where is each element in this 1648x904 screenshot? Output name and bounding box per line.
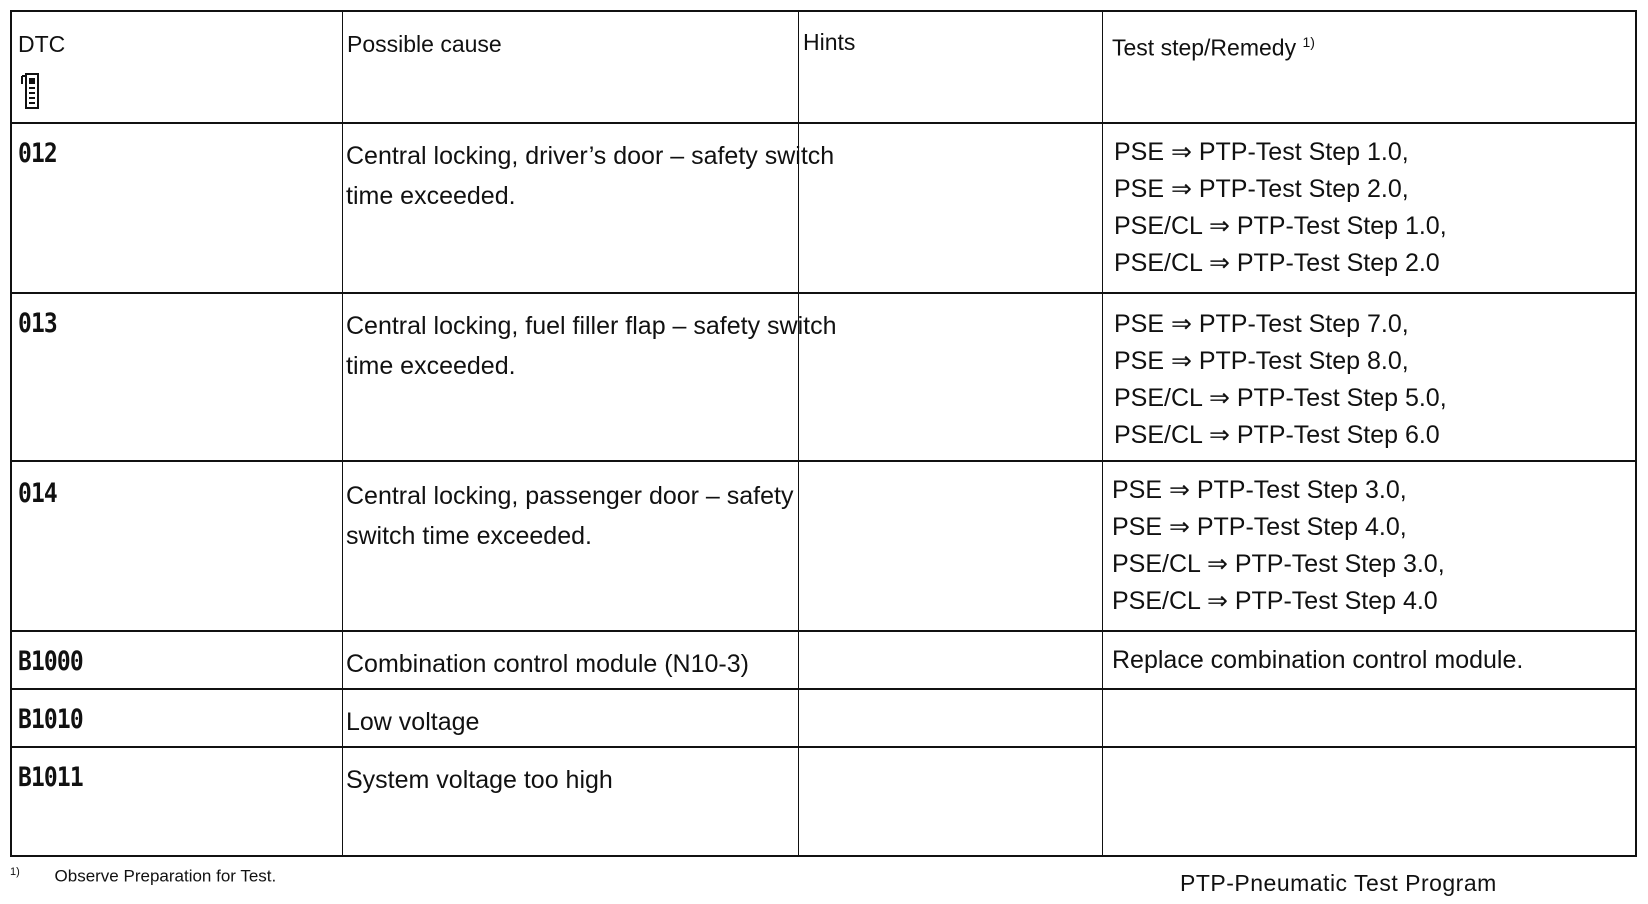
cause-text: Central locking, driver’s door – safety switch time exceeded. xyxy=(346,142,835,210)
cause-text: Low voltage xyxy=(346,708,480,736)
dtc-code: 013 xyxy=(18,308,57,339)
cause-text: Central locking, passenger door – safety switch time exceeded. xyxy=(346,482,794,550)
cause-text: System voltage too high xyxy=(346,766,613,794)
remedy-text: PSE ⇒ PTP-Test Step 7.0, PSE ⇒ PTP-Test Step 8.0, PSE/CL ⇒ PTP-Test Step 5.0, PSE/CL ⇒ PTP-Test Step 6.0 xyxy=(1114,310,1447,449)
column-divider xyxy=(342,12,343,855)
header-remedy-footnote-marker: 1) xyxy=(1302,34,1315,50)
footer-program-label: PTP-Pneumatic Test Program xyxy=(1180,870,1497,896)
header-remedy xyxy=(1112,22,1315,68)
cause-text: Central locking, fuel filler flap – safety switch time exceeded. xyxy=(346,312,837,380)
dtc-code: B1000 xyxy=(18,646,83,677)
row-divider xyxy=(12,292,1635,294)
remedy-text: PSE ⇒ PTP-Test Step 3.0, PSE ⇒ PTP-Test Step 4.0, PSE/CL ⇒ PTP-Test Step 3.0, PSE/CL ⇒ PTP-Test Step 4.0 xyxy=(1112,476,1445,615)
dtc-code: B1010 xyxy=(18,704,83,735)
header-cause: Possible cause xyxy=(347,31,502,57)
header-hints: Hints xyxy=(803,29,856,55)
dtc-table xyxy=(10,10,1637,857)
footnote-text: Observe Preparation for Test. xyxy=(54,866,277,886)
row-divider xyxy=(12,122,1635,124)
row-divider xyxy=(12,688,1635,690)
remedy-text: PSE ⇒ PTP-Test Step 1.0, PSE ⇒ PTP-Test Step 2.0, PSE/CL ⇒ PTP-Test Step 1.0, PSE/CL ⇒ PTP-Test Step 2.0 xyxy=(1114,138,1447,277)
remedy-text: Replace combination control module. xyxy=(1112,646,1524,674)
row-divider xyxy=(12,460,1635,462)
header-remedy-text: Test step/Remedy xyxy=(1112,34,1297,61)
column-divider xyxy=(1102,12,1103,855)
row-divider xyxy=(12,746,1635,748)
row-divider xyxy=(12,630,1635,632)
dtc-code: 014 xyxy=(18,478,57,509)
dtc-code: 012 xyxy=(18,138,57,169)
cause-text: Combination control module (N10-3) xyxy=(346,650,749,678)
footnote xyxy=(10,866,276,887)
dtc-code: B1011 xyxy=(18,762,83,793)
scanner-icon xyxy=(20,72,42,110)
header-dtc: DTC xyxy=(18,31,66,57)
footnote-marker: 1) xyxy=(10,866,20,878)
